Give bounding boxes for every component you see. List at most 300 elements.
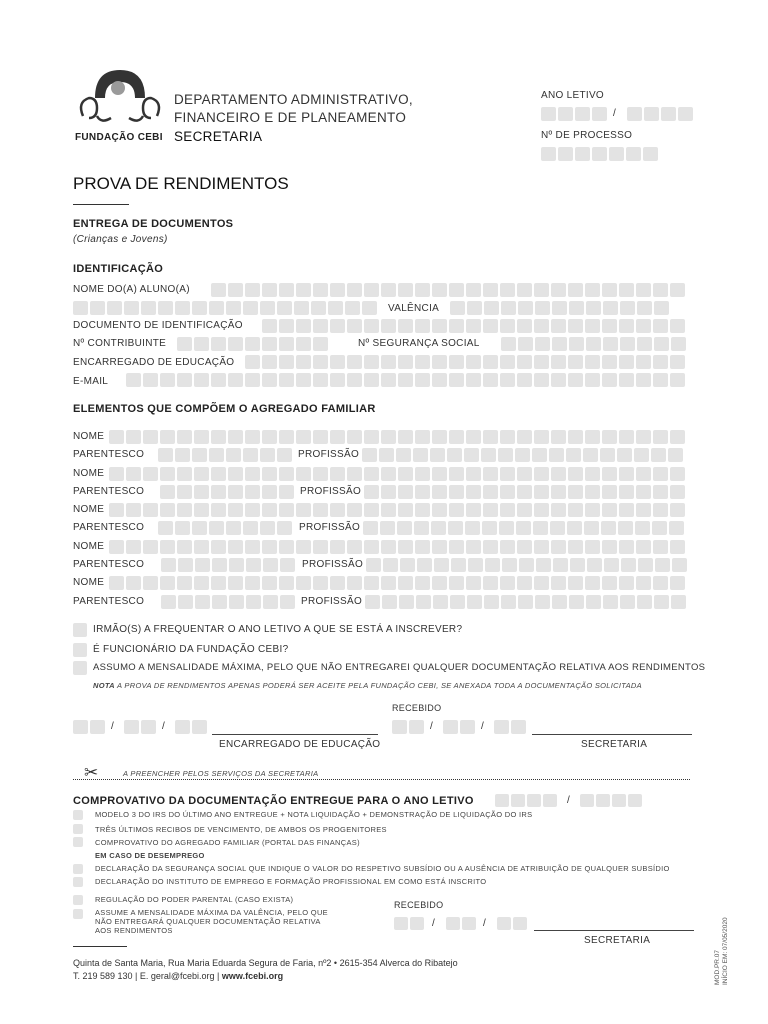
- char-box[interactable]: [602, 283, 617, 297]
- char-box[interactable]: [585, 355, 600, 369]
- iefp-checkbox[interactable]: [73, 877, 83, 887]
- char-box[interactable]: [383, 558, 398, 572]
- char-box[interactable]: [602, 576, 617, 590]
- char-box[interactable]: [124, 720, 139, 734]
- agregado-nome-field-3[interactable]: [109, 503, 685, 517]
- char-box[interactable]: [262, 373, 277, 387]
- char-box[interactable]: [194, 540, 209, 554]
- char-box[interactable]: [296, 283, 311, 297]
- char-box[interactable]: [296, 337, 311, 351]
- char-box[interactable]: [552, 337, 567, 351]
- char-box[interactable]: [398, 283, 413, 297]
- char-box[interactable]: [228, 503, 243, 517]
- char-box[interactable]: [511, 720, 526, 734]
- char-box[interactable]: [392, 720, 407, 734]
- char-box[interactable]: [467, 301, 482, 315]
- char-box[interactable]: [279, 355, 294, 369]
- char-box[interactable]: [619, 467, 634, 481]
- char-box[interactable]: [603, 595, 618, 609]
- char-box[interactable]: [294, 301, 309, 315]
- char-box[interactable]: [653, 503, 668, 517]
- char-box[interactable]: [330, 467, 345, 481]
- char-box[interactable]: [194, 373, 209, 387]
- processo-field[interactable]: [541, 147, 658, 161]
- char-box[interactable]: [161, 558, 176, 572]
- char-box[interactable]: [398, 485, 413, 499]
- char-box[interactable]: [527, 794, 541, 807]
- char-box[interactable]: [532, 448, 547, 462]
- char-box[interactable]: [586, 301, 601, 315]
- char-box[interactable]: [449, 430, 464, 444]
- char-box[interactable]: [260, 521, 275, 535]
- char-box[interactable]: [517, 319, 532, 333]
- char-box[interactable]: [280, 595, 295, 609]
- char-box[interactable]: [670, 373, 685, 387]
- char-box[interactable]: [517, 540, 532, 554]
- char-box[interactable]: [568, 540, 583, 554]
- char-box[interactable]: [364, 283, 379, 297]
- char-box[interactable]: [483, 355, 498, 369]
- char-box[interactable]: [580, 794, 594, 807]
- comprovativo-date-year[interactable]: [497, 917, 527, 930]
- comprovativo-ano-2[interactable]: [580, 794, 642, 807]
- char-box[interactable]: [141, 720, 156, 734]
- char-box[interactable]: [618, 521, 633, 535]
- char-box[interactable]: [483, 576, 498, 590]
- char-box[interactable]: [280, 558, 295, 572]
- char-box[interactable]: [575, 107, 590, 121]
- char-box[interactable]: [670, 540, 685, 554]
- char-box[interactable]: [192, 301, 207, 315]
- documento-field[interactable]: [262, 319, 685, 333]
- char-box[interactable]: [467, 595, 482, 609]
- char-box[interactable]: [500, 355, 515, 369]
- char-box[interactable]: [652, 521, 667, 535]
- char-box[interactable]: [516, 521, 531, 535]
- char-box[interactable]: [90, 720, 105, 734]
- secretaria-date-month[interactable]: [443, 720, 475, 734]
- char-box[interactable]: [364, 430, 379, 444]
- char-box[interactable]: [364, 319, 379, 333]
- char-box[interactable]: [558, 147, 573, 161]
- char-box[interactable]: [126, 430, 141, 444]
- assumo-checkbox[interactable]: [73, 661, 87, 675]
- char-box[interactable]: [194, 576, 209, 590]
- char-box[interactable]: [347, 503, 362, 517]
- char-box[interactable]: [513, 917, 527, 930]
- char-box[interactable]: [415, 503, 430, 517]
- char-box[interactable]: [432, 319, 447, 333]
- char-box[interactable]: [483, 503, 498, 517]
- char-box[interactable]: [330, 355, 345, 369]
- char-box[interactable]: [627, 107, 642, 121]
- char-box[interactable]: [651, 448, 666, 462]
- char-box[interactable]: [415, 467, 430, 481]
- char-box[interactable]: [381, 467, 396, 481]
- char-box[interactable]: [569, 595, 584, 609]
- agregado-parentesco-field-4[interactable]: [161, 558, 295, 572]
- char-box[interactable]: [380, 521, 395, 535]
- char-box[interactable]: [330, 503, 345, 517]
- agregado-parentesco-field-1[interactable]: [158, 448, 292, 462]
- char-box[interactable]: [543, 794, 557, 807]
- char-box[interactable]: [449, 373, 464, 387]
- char-box[interactable]: [415, 373, 430, 387]
- char-box[interactable]: [592, 147, 607, 161]
- char-box[interactable]: [143, 576, 158, 590]
- char-box[interactable]: [330, 373, 345, 387]
- char-box[interactable]: [263, 595, 278, 609]
- char-box[interactable]: [260, 301, 275, 315]
- char-box[interactable]: [415, 355, 430, 369]
- char-box[interactable]: [194, 503, 209, 517]
- char-box[interactable]: [451, 558, 466, 572]
- irmaos-checkbox[interactable]: [73, 623, 87, 637]
- char-box[interactable]: [73, 720, 88, 734]
- char-box[interactable]: [602, 485, 617, 499]
- char-box[interactable]: [432, 373, 447, 387]
- encarregado-date-month[interactable]: [124, 720, 156, 734]
- char-box[interactable]: [212, 558, 227, 572]
- char-box[interactable]: [362, 301, 377, 315]
- char-box[interactable]: [466, 503, 481, 517]
- char-box[interactable]: [654, 337, 669, 351]
- assume-checkbox[interactable]: [73, 909, 83, 919]
- char-box[interactable]: [670, 503, 685, 517]
- char-box[interactable]: [194, 430, 209, 444]
- char-box[interactable]: [541, 107, 556, 121]
- char-box[interactable]: [160, 467, 175, 481]
- char-box[interactable]: [279, 283, 294, 297]
- char-box[interactable]: [585, 319, 600, 333]
- seguranca-field[interactable]: [501, 337, 686, 351]
- char-box[interactable]: [364, 485, 379, 499]
- char-box[interactable]: [450, 595, 465, 609]
- char-box[interactable]: [668, 448, 683, 462]
- char-box[interactable]: [177, 503, 192, 517]
- char-box[interactable]: [279, 430, 294, 444]
- char-box[interactable]: [592, 107, 607, 121]
- char-box[interactable]: [653, 373, 668, 387]
- char-box[interactable]: [518, 301, 533, 315]
- char-box[interactable]: [143, 540, 158, 554]
- char-box[interactable]: [381, 576, 396, 590]
- char-box[interactable]: [497, 917, 511, 930]
- char-box[interactable]: [483, 319, 498, 333]
- char-box[interactable]: [126, 540, 141, 554]
- char-box[interactable]: [107, 301, 122, 315]
- char-box[interactable]: [262, 355, 277, 369]
- char-box[interactable]: [654, 595, 669, 609]
- char-box[interactable]: [211, 337, 226, 351]
- char-box[interactable]: [260, 448, 275, 462]
- char-box[interactable]: [449, 576, 464, 590]
- footer-website[interactable]: www.fcebi.org: [221, 971, 284, 981]
- char-box[interactable]: [636, 319, 651, 333]
- char-box[interactable]: [364, 503, 379, 517]
- char-box[interactable]: [637, 337, 652, 351]
- agregado-checkbox[interactable]: [73, 837, 83, 847]
- char-box[interactable]: [398, 373, 413, 387]
- char-box[interactable]: [636, 355, 651, 369]
- char-box[interactable]: [192, 720, 207, 734]
- char-box[interactable]: [498, 448, 513, 462]
- char-box[interactable]: [211, 540, 226, 554]
- char-box[interactable]: [551, 485, 566, 499]
- char-box[interactable]: [313, 355, 328, 369]
- char-box[interactable]: [501, 595, 516, 609]
- char-box[interactable]: [398, 355, 413, 369]
- char-box[interactable]: [243, 521, 258, 535]
- char-box[interactable]: [245, 467, 260, 481]
- char-box[interactable]: [670, 283, 685, 297]
- char-box[interactable]: [194, 337, 209, 351]
- char-box[interactable]: [653, 430, 668, 444]
- char-box[interactable]: [484, 595, 499, 609]
- char-box[interactable]: [228, 337, 243, 351]
- char-box[interactable]: [126, 503, 141, 517]
- char-box[interactable]: [449, 467, 464, 481]
- char-box[interactable]: [433, 595, 448, 609]
- char-box[interactable]: [211, 485, 226, 499]
- char-box[interactable]: [398, 430, 413, 444]
- char-box[interactable]: [398, 319, 413, 333]
- char-box[interactable]: [364, 355, 379, 369]
- char-box[interactable]: [602, 430, 617, 444]
- char-box[interactable]: [262, 337, 277, 351]
- char-box[interactable]: [381, 540, 396, 554]
- char-box[interactable]: [501, 301, 516, 315]
- char-box[interactable]: [568, 373, 583, 387]
- comprovativo-date-month[interactable]: [446, 917, 476, 930]
- char-box[interactable]: [671, 595, 686, 609]
- char-box[interactable]: [279, 337, 294, 351]
- char-box[interactable]: [432, 485, 447, 499]
- char-box[interactable]: [313, 467, 328, 481]
- char-box[interactable]: [177, 337, 192, 351]
- char-box[interactable]: [567, 521, 582, 535]
- char-box[interactable]: [109, 467, 124, 481]
- char-box[interactable]: [551, 373, 566, 387]
- char-box[interactable]: [585, 576, 600, 590]
- char-box[interactable]: [209, 521, 224, 535]
- char-box[interactable]: [379, 448, 394, 462]
- char-box[interactable]: [466, 283, 481, 297]
- char-box[interactable]: [551, 430, 566, 444]
- char-box[interactable]: [414, 521, 429, 535]
- char-box[interactable]: [415, 283, 430, 297]
- char-box[interactable]: [347, 430, 362, 444]
- char-box[interactable]: [226, 301, 241, 315]
- char-box[interactable]: [637, 301, 652, 315]
- char-box[interactable]: [296, 467, 311, 481]
- char-box[interactable]: [228, 485, 243, 499]
- char-box[interactable]: [330, 283, 345, 297]
- char-box[interactable]: [446, 917, 460, 930]
- agregado-profissao-field-5[interactable]: [365, 595, 686, 609]
- char-box[interactable]: [296, 355, 311, 369]
- char-box[interactable]: [500, 283, 515, 297]
- agregado-profissao-field-3[interactable]: [363, 521, 684, 535]
- char-box[interactable]: [330, 540, 345, 554]
- char-box[interactable]: [279, 373, 294, 387]
- char-box[interactable]: [413, 448, 428, 462]
- char-box[interactable]: [245, 373, 260, 387]
- char-box[interactable]: [158, 301, 173, 315]
- encarregado-date-day[interactable]: [73, 720, 105, 734]
- char-box[interactable]: [109, 430, 124, 444]
- char-box[interactable]: [619, 355, 634, 369]
- char-box[interactable]: [397, 521, 412, 535]
- char-box[interactable]: [465, 521, 480, 535]
- char-box[interactable]: [430, 448, 445, 462]
- char-box[interactable]: [517, 485, 532, 499]
- char-box[interactable]: [279, 540, 294, 554]
- recibos-checkbox[interactable]: [73, 824, 83, 834]
- char-box[interactable]: [612, 794, 626, 807]
- char-box[interactable]: [364, 540, 379, 554]
- char-box[interactable]: [328, 301, 343, 315]
- ano-letivo-field-1[interactable]: [541, 107, 607, 121]
- char-box[interactable]: [398, 467, 413, 481]
- char-box[interactable]: [621, 558, 636, 572]
- char-box[interactable]: [654, 301, 669, 315]
- char-box[interactable]: [541, 147, 556, 161]
- char-box[interactable]: [517, 576, 532, 590]
- char-box[interactable]: [450, 301, 465, 315]
- char-box[interactable]: [517, 283, 532, 297]
- char-box[interactable]: [211, 373, 226, 387]
- char-box[interactable]: [381, 430, 396, 444]
- char-box[interactable]: [398, 576, 413, 590]
- char-box[interactable]: [399, 595, 414, 609]
- char-box[interactable]: [228, 430, 243, 444]
- char-box[interactable]: [449, 540, 464, 554]
- char-box[interactable]: [585, 373, 600, 387]
- char-box[interactable]: [552, 301, 567, 315]
- char-box[interactable]: [460, 720, 475, 734]
- char-box[interactable]: [549, 448, 564, 462]
- char-box[interactable]: [364, 467, 379, 481]
- char-box[interactable]: [143, 430, 158, 444]
- char-box[interactable]: [653, 319, 668, 333]
- char-box[interactable]: [381, 319, 396, 333]
- char-box[interactable]: [409, 720, 424, 734]
- agregado-parentesco-field-5[interactable]: [161, 595, 295, 609]
- char-box[interactable]: [636, 576, 651, 590]
- char-box[interactable]: [568, 283, 583, 297]
- char-box[interactable]: [211, 576, 226, 590]
- agregado-profissao-field-2[interactable]: [364, 485, 685, 499]
- encarregado-date-year[interactable]: [175, 720, 207, 734]
- char-box[interactable]: [175, 720, 190, 734]
- char-box[interactable]: [534, 485, 549, 499]
- agregado-parentesco-field-2[interactable]: [160, 485, 294, 499]
- char-box[interactable]: [517, 503, 532, 517]
- char-box[interactable]: [670, 319, 685, 333]
- char-box[interactable]: [432, 540, 447, 554]
- comprovativo-date-day[interactable]: [394, 917, 424, 930]
- char-box[interactable]: [192, 521, 207, 535]
- char-box[interactable]: [619, 373, 634, 387]
- char-box[interactable]: [279, 485, 294, 499]
- char-box[interactable]: [449, 503, 464, 517]
- char-box[interactable]: [449, 319, 464, 333]
- char-box[interactable]: [177, 467, 192, 481]
- char-box[interactable]: [619, 540, 634, 554]
- char-box[interactable]: [175, 448, 190, 462]
- char-box[interactable]: [158, 521, 173, 535]
- char-box[interactable]: [432, 576, 447, 590]
- char-box[interactable]: [347, 283, 362, 297]
- char-box[interactable]: [483, 540, 498, 554]
- char-box[interactable]: [536, 558, 551, 572]
- char-box[interactable]: [160, 485, 175, 499]
- char-box[interactable]: [517, 430, 532, 444]
- char-box[interactable]: [566, 448, 581, 462]
- char-box[interactable]: [262, 430, 277, 444]
- char-box[interactable]: [192, 448, 207, 462]
- char-box[interactable]: [518, 337, 533, 351]
- char-box[interactable]: [175, 301, 190, 315]
- char-box[interactable]: [177, 540, 192, 554]
- char-box[interactable]: [124, 301, 139, 315]
- char-box[interactable]: [141, 301, 156, 315]
- char-box[interactable]: [551, 467, 566, 481]
- char-box[interactable]: [636, 283, 651, 297]
- char-box[interactable]: [279, 576, 294, 590]
- char-box[interactable]: [226, 521, 241, 535]
- char-box[interactable]: [602, 373, 617, 387]
- char-box[interactable]: [381, 485, 396, 499]
- char-box[interactable]: [466, 467, 481, 481]
- char-box[interactable]: [672, 558, 687, 572]
- agregado-nome-field-4[interactable]: [109, 540, 685, 554]
- char-box[interactable]: [415, 430, 430, 444]
- char-box[interactable]: [126, 576, 141, 590]
- char-box[interactable]: [620, 337, 635, 351]
- char-box[interactable]: [586, 595, 601, 609]
- char-box[interactable]: [381, 373, 396, 387]
- char-box[interactable]: [109, 540, 124, 554]
- char-box[interactable]: [585, 283, 600, 297]
- char-box[interactable]: [396, 448, 411, 462]
- agregado-profissao-field-1[interactable]: [362, 448, 683, 462]
- char-box[interactable]: [602, 319, 617, 333]
- char-box[interactable]: [619, 319, 634, 333]
- char-box[interactable]: [364, 373, 379, 387]
- char-box[interactable]: [653, 485, 668, 499]
- char-box[interactable]: [670, 576, 685, 590]
- char-box[interactable]: [494, 720, 509, 734]
- char-box[interactable]: [602, 467, 617, 481]
- char-box[interactable]: [246, 595, 261, 609]
- char-box[interactable]: [109, 503, 124, 517]
- char-box[interactable]: [551, 319, 566, 333]
- char-box[interactable]: [619, 283, 634, 297]
- char-box[interactable]: [551, 540, 566, 554]
- char-box[interactable]: [245, 485, 260, 499]
- char-box[interactable]: [262, 540, 277, 554]
- char-box[interactable]: [313, 503, 328, 517]
- char-box[interactable]: [568, 576, 583, 590]
- char-box[interactable]: [500, 485, 515, 499]
- char-box[interactable]: [194, 485, 209, 499]
- char-box[interactable]: [394, 917, 408, 930]
- char-box[interactable]: [500, 576, 515, 590]
- char-box[interactable]: [495, 794, 509, 807]
- char-box[interactable]: [212, 595, 227, 609]
